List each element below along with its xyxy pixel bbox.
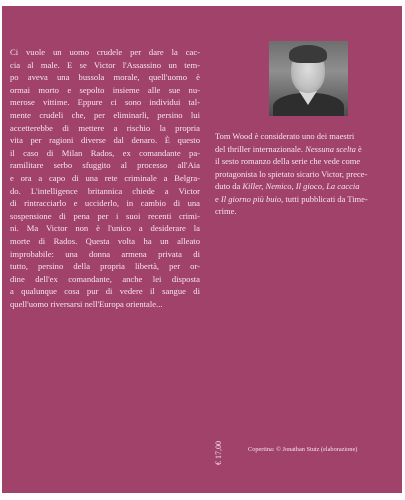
synopsis-line: sospensione di pena per i suoi recenti crimi- [10,210,200,221]
synopsis-text [10,46,200,310]
synopsis-line: cia al male. E se Victor l'Assassino un tem- [10,59,200,70]
bio-line: crime. [215,206,237,216]
synopsis-line: mente crudeli che, per eliminarli, persino lui [10,109,200,120]
bio-line: il sesto romanzo della serie che vede come [215,156,361,166]
author-bio [215,130,392,218]
synopsis-line: a qualunque cosa pur di vedere il sangue di [10,286,200,297]
bio-line: duto da Killer, Nemico, Il gioco, La caccia [215,181,360,191]
synopsis-line: po aveva una bussola morale, quell'uomo è [10,72,200,83]
synopsis-line: di rintracciarlo e ucciderlo, in cambio di una [10,198,200,209]
bio-line: Tom Wood è considerato uno dei maestri [215,131,355,141]
synopsis-line: merose vittime. Eppure ci sono individui tal- [10,97,200,108]
book-title: Nessuna scelta [305,143,356,154]
author-photo [269,41,348,116]
synopsis-line: accetterebbe di mettere a rischio la propria [10,122,200,133]
synopsis-line: ni. Ma Victor non è l'unico a desiderare la [10,223,200,234]
synopsis-line: quell'uomo riversarsi nell'Europa orientale... [10,298,163,309]
synopsis-line: improbabile: una donna armena privata di [10,248,200,259]
cover-credit: Copertina: © Jonathan Stutz (elaborazione) [248,446,358,453]
synopsis-line: ormai morto e sepolto insieme alle sue nu- [10,84,200,95]
synopsis-line: il caso di Milan Rados, ex comandante pa- [10,147,200,158]
synopsis-line: Ci vuole un uomo crudele per dare la cac- [10,47,200,57]
bio-line: protagonista lo spietato sicario Victor, prece- [215,168,368,179]
synopsis-line: dine dell'ex comandante, anche lei disposta [10,273,200,284]
synopsis-line: vita per ragioni diverse dal denaro. È questo [10,135,200,146]
bio-line: e Il giorno più buio, tutti pubblicati da Time- [215,193,368,204]
book-titles: Killer, Nemico, Il gioco, La caccia [242,181,360,191]
synopsis-line: e ora a capo di una rete criminale a Belgra- [10,172,200,183]
synopsis-line: ramilitare serbo sfuggito al processo all'Aia [10,160,200,171]
synopsis-line: tutto, persino della propria libertà, per or- [10,261,200,272]
bio-line: del thriller internazionale. Nessuna scelta è [215,143,362,154]
price-label: € 17,00 [214,441,223,465]
synopsis-line: do. L'intelligence britannica chiede a Victor [10,185,200,196]
synopsis-line: morte di Rados. Questa volta ha un alleato [10,235,200,246]
book-title: Il giorno più buio [220,193,282,204]
